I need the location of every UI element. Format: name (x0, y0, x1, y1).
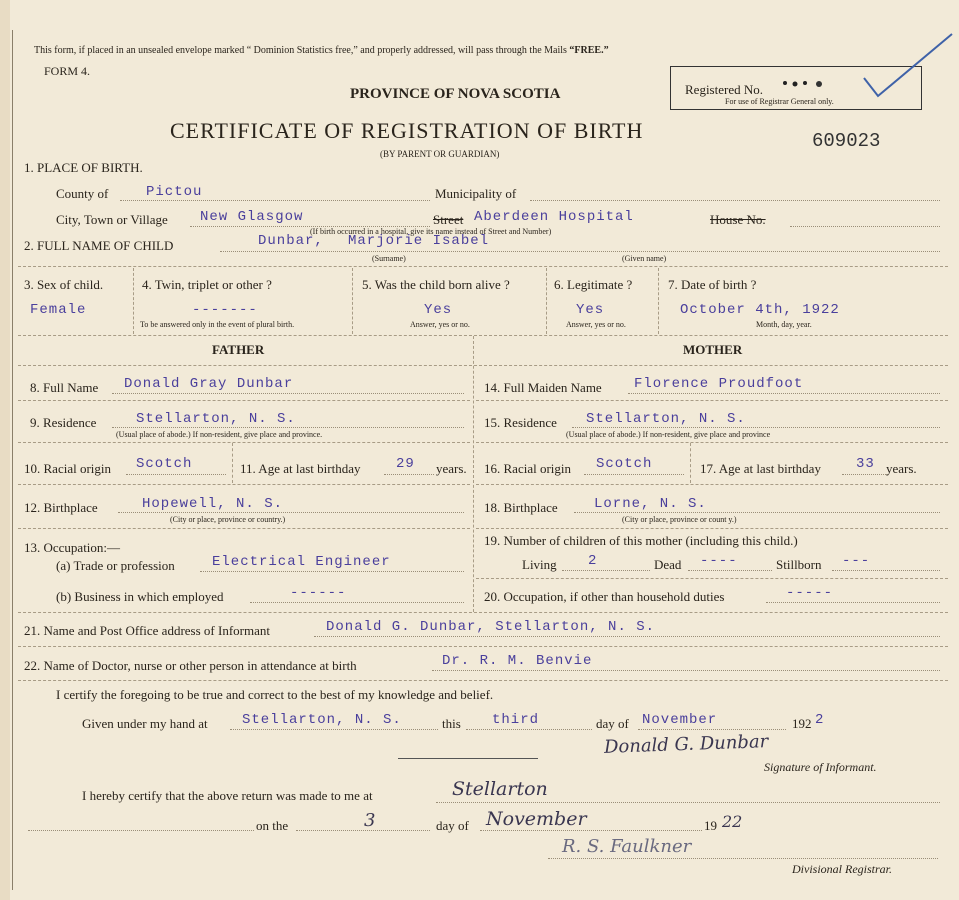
given-under-label: Given under my hand at (82, 716, 208, 731)
given-day-of-label: day of (596, 716, 629, 731)
margin-rule (12, 30, 13, 890)
informant-signature: Donald G. Dunbar (603, 731, 769, 758)
father-name-label: 8. Full Name (30, 380, 99, 395)
father-age-value: 29 (396, 456, 415, 472)
mail-notice-text: This form, if placed in an unsealed envelope marked “ Dominion Statistics free,” and properly addressed, will pass through the Mails (34, 45, 570, 56)
legitimate-label: 6. Legitimate ? (554, 277, 633, 292)
form-number: FORM 4. (44, 64, 91, 78)
municipality-label: Municipality of (435, 186, 517, 201)
given-year-suffix: 2 (815, 712, 825, 728)
registrar-day-of-label: day of (436, 818, 469, 833)
surname-label: (Surname) (372, 254, 406, 263)
free-text: “FREE.” (569, 45, 609, 56)
sex-label: 3. Sex of child. (24, 277, 104, 292)
certificate-subtitle: (BY PARENT OR GUARDIAN) (380, 149, 500, 159)
given-day-value: third (492, 712, 540, 728)
born-alive-label: 5. Was the child born alive ? (362, 277, 510, 292)
trade-label: (a) Trade or profession (56, 558, 175, 573)
city-value: New Glasgow (200, 209, 304, 225)
dead-value: ---- (700, 553, 738, 569)
occupation-heading: 13. Occupation:— (24, 540, 121, 555)
father-heading: FATHER (212, 342, 265, 357)
this-label: this (442, 716, 461, 731)
registrar-certify-label: I hereby certify that the above return was made to me at (82, 788, 373, 803)
informant-value: Donald G. Dunbar, Stellarton, N. S. (326, 619, 656, 635)
certify-statement: I certify the foregoing to be true and correct to the best of my knowledge and belief. (56, 687, 494, 702)
father-birthplace-value: Hopewell, N. S. (142, 496, 284, 512)
registrar-signature-label: Divisional Registrar. (792, 862, 893, 876)
registrar-year-hand: 22 (722, 812, 743, 831)
registered-label: Registered No. (685, 82, 763, 97)
doctor-label: 22. Name of Doctor, nurse or other person in attendance at birth (24, 658, 357, 673)
father-racial-value: Scotch (136, 456, 193, 472)
stillborn-label: Stillborn (776, 557, 822, 572)
legitimate-note: Answer, yes or no. (566, 320, 626, 329)
living-value: 2 (588, 553, 598, 569)
dead-label: Dead (654, 557, 682, 572)
registrar-month-hand: November (486, 808, 587, 830)
registered-note: For use of Registrar General only. (725, 97, 834, 106)
county-label: County of (56, 186, 109, 201)
on-the-label: on the (256, 818, 289, 833)
mother-racial-label: 16. Racial origin (484, 461, 572, 476)
mail-notice (34, 45, 609, 56)
street-label: Street (433, 212, 464, 227)
child-given-name: Marjorie Isabel (348, 233, 490, 249)
father-years-label: years. (436, 461, 467, 476)
city-label: City, Town or Village (56, 212, 168, 227)
serial-number: 609023 (812, 130, 881, 152)
mother-racial-value: Scotch (596, 456, 653, 472)
registrar-year-prefix: 19 (704, 818, 717, 833)
given-month-value: November (642, 712, 718, 728)
ink-blot-icon (775, 75, 835, 85)
province-heading: PROVINCE OF NOVA SCOTIA (350, 86, 561, 102)
mother-heading: MOTHER (683, 342, 743, 357)
mother-residence-label: 15. Residence (484, 415, 557, 430)
mother-age-value: 33 (856, 456, 875, 472)
mother-residence-value: Stellarton, N. S. (586, 411, 746, 427)
informant-signature-label: Signature of Informant. (764, 760, 877, 774)
mother-residence-note: (Usual place of abode.) If non-resident, give place and province (566, 430, 771, 439)
twin-value: ------- (192, 302, 258, 318)
twin-note: To be answered only in the event of plural birth. (140, 320, 295, 329)
child-name-heading: 2. FULL NAME OF CHILD (24, 238, 174, 253)
father-residence-label: 9. Residence (30, 415, 97, 430)
registrar-day-hand: 3 (364, 810, 376, 831)
stillborn-value: --- (842, 553, 871, 569)
doctor-value: Dr. R. M. Benvie (442, 653, 593, 669)
paper-edge (0, 0, 10, 900)
father-residence-note: (Usual place of abode.) If non-resident, give place and province. (116, 430, 323, 439)
street-value: Aberdeen Hospital (474, 209, 634, 225)
legitimate-value: Yes (576, 302, 605, 318)
given-name-label: (Given name) (622, 254, 667, 263)
father-racial-label: 10. Racial origin (24, 461, 112, 476)
house-label: House No. (710, 212, 766, 227)
father-birthplace-note: (City or place, province or country.) (170, 515, 286, 524)
trade-value: Electrical Engineer (212, 554, 391, 570)
registrar-place-hand: Stellarton (452, 778, 548, 800)
mother-name-label: 14. Full Maiden Name (484, 380, 602, 395)
children-label: 19. Number of children of this mother (including this child.) (484, 533, 798, 548)
mother-birthplace-value: Lorne, N. S. (594, 496, 707, 512)
place-of-birth-heading: 1. PLACE OF BIRTH. (24, 160, 143, 175)
mother-birthplace-note: (City or place, province or count y.) (622, 515, 737, 524)
mother-age-label: 17. Age at last birthday (700, 461, 821, 476)
mother-occupation-value: ----- (786, 585, 834, 601)
twin-label: 4. Twin, triplet or other ? (142, 277, 272, 292)
given-place-value: Stellarton, N. S. (242, 712, 402, 728)
given-year-prefix: 192 (792, 716, 812, 731)
born-alive-note: Answer, yes or no. (410, 320, 470, 329)
dob-value: October 4th, 1922 (680, 302, 840, 318)
dob-note: Month, day, year. (756, 320, 812, 329)
father-birthplace-label: 12. Birthplace (24, 500, 98, 515)
child-surname: Dunbar, (258, 233, 324, 249)
county-value: Pictou (146, 184, 203, 200)
mother-birthplace-label: 18. Birthplace (484, 500, 558, 515)
mother-occupation-label: 20. Occupation, if other than household duties (484, 589, 725, 604)
business-label: (b) Business in which employed (56, 589, 224, 604)
certificate-title: CERTIFICATE OF REGISTRATION OF BIRTH (170, 118, 644, 143)
hospital-note: (If birth occurred in a hospital, give its name instead of Street and Number) (310, 227, 552, 236)
dob-label: 7. Date of birth ? (668, 277, 757, 292)
father-age-label: 11. Age at last birthday (240, 461, 361, 476)
mother-name-value: Florence Proudfoot (634, 376, 804, 392)
father-residence-value: Stellarton, N. S. (136, 411, 296, 427)
business-value: ------ (290, 585, 347, 601)
born-alive-value: Yes (424, 302, 453, 318)
father-name-value: Donald Gray Dunbar (124, 376, 294, 392)
check-mark-icon (860, 28, 959, 108)
living-label: Living (522, 557, 557, 572)
registrar-signature: R. S. Faulkner (562, 836, 692, 857)
informant-label: 21. Name and Post Office address of Informant (24, 623, 270, 638)
sex-value: Female (30, 302, 87, 318)
mother-years-label: years. (886, 461, 917, 476)
